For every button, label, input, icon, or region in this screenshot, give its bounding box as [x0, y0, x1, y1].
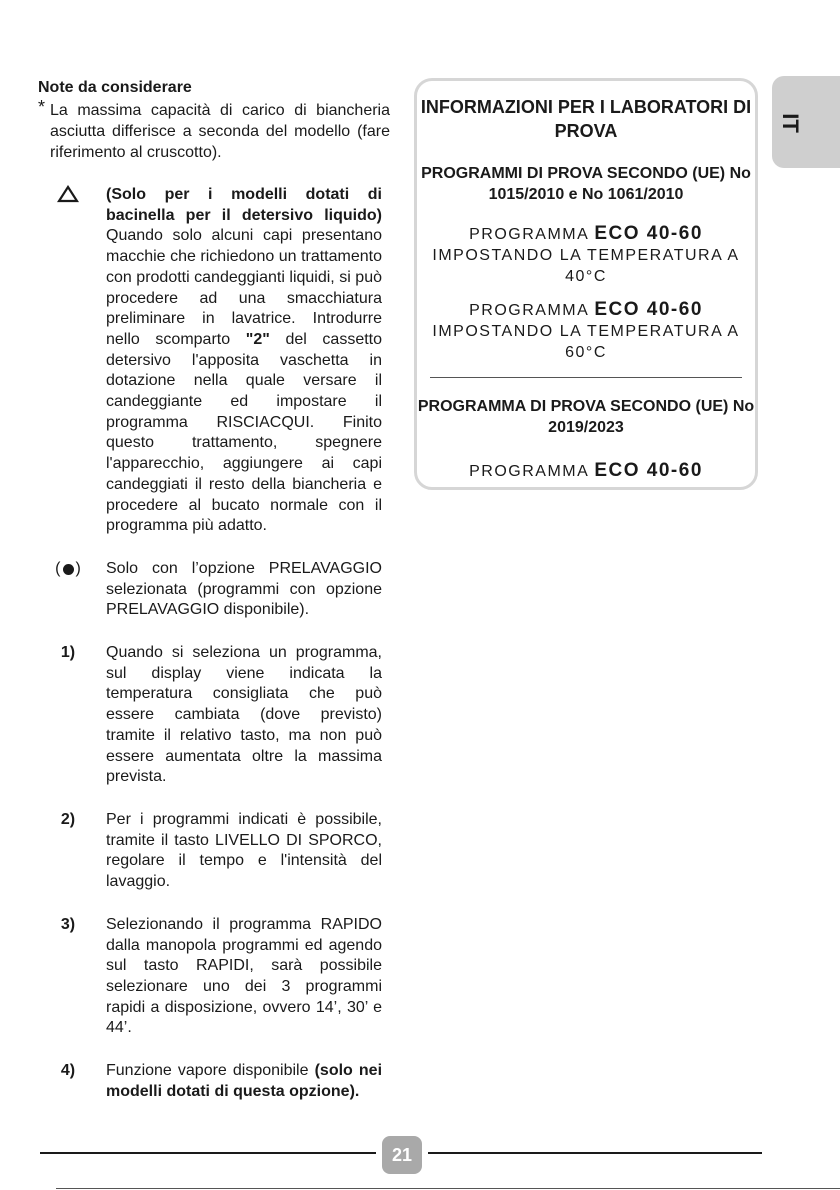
note-marker: 2)	[60, 810, 76, 828]
note-item-2	[38, 810, 382, 893]
note-marker: 1)	[60, 644, 76, 662]
capacity-note	[38, 97, 390, 163]
notes-title: Note da considerare	[38, 79, 192, 96]
notes-column	[38, 78, 390, 1102]
divider	[430, 377, 742, 378]
footer-line-right	[428, 1152, 762, 1154]
program-eco-2019: PROGRAMMA ECO 40-60	[469, 460, 703, 481]
liquid-detergent-text-b: del cassetto detersivo l'apposita vaschetta in dotazione nella quale versare il candeggiante ed impostare il programma RISCIACQUI. Finito questo trattamento, spegnere l'apparecchio, aggiungere ai capi candeggiati il resto della biancheria e procedere al bucato normale con il programma più adatto.	[106, 330, 383, 535]
liquid-detergent-note	[38, 185, 382, 537]
program-eco-40: PROGRAMMA ECO 40-60 IMPOSTANDO LA TEMPERATURA A 40°C	[432, 223, 740, 285]
bottom-rule	[56, 1188, 840, 1189]
test-program-regulation-2019: PROGRAMMA DI PROVA SECONDO (UE) No 2019/2023	[417, 398, 755, 436]
language-tab	[772, 76, 840, 168]
prewash-note-text: Solo con l’opzione PRELAVAGGIO selezionata (programmi con opzione PRELAVAGGIO disponibile).	[106, 559, 382, 619]
liquid-detergent-title: (Solo per i modelli dotati di bacinella per il detersivo liquido)	[106, 186, 382, 224]
test-programs-regulation: PROGRAMMI DI PROVA SECONDO (UE) No 1015/2010 e No 1061/2010	[421, 165, 751, 203]
note-text: Quando si seleziona un programma, sul display viene indicata la temperatura consigliata che può essere cambiata (dove previsto) tramite il relativo tasto, ma non può essere aumentata oltre la massima prevista.	[106, 644, 382, 786]
note-text: Per i programmi indicati è possibile, tramite il tasto LIVELLO DI SPORCO, regolare il tempo e l'intensità del lavaggio.	[106, 810, 382, 891]
lab-info-title: INFORMAZIONI PER I LABORATORI DI PROVA	[420, 97, 752, 141]
note-text: Selezionando il programma RAPIDO dalla manopola programmi ed agendo sul tasto RAPIDI, sarà possibile selezionare uno dei 3 programmi rapidi a disposizione, ovvero 14’, 30’ e 44’.	[106, 915, 382, 1037]
note-text: Funzione vapore disponibile	[106, 1062, 315, 1080]
temperature-40-text: IMPOSTANDO LA TEMPERATURA A 40°C	[432, 247, 740, 285]
liquid-detergent-text-a: Quando solo alcuni capi presentano macchie che richiedono un trattamento con prodotti candeggianti liquidi, si può procedere ad una smacchiatura preliminare in lavatrice. Introdurre nello scomparto	[106, 227, 382, 348]
compartment-number: "2"	[245, 330, 270, 348]
note-bold-text: (solo nei modelli dotati di questa opzione).	[106, 1062, 383, 1100]
note-marker: 4)	[60, 1062, 76, 1080]
note-item-3	[38, 915, 382, 1039]
eco-program-name: ECO 40-60	[594, 223, 703, 244]
filled-dot-icon	[63, 564, 74, 575]
test-lab-info-box	[414, 78, 758, 490]
program-eco-60: PROGRAMMA ECO 40-60 IMPOSTANDO LA TEMPERATURA A 60°C	[432, 299, 740, 361]
prewash-note	[38, 559, 382, 621]
language-code: IT	[777, 113, 803, 133]
warning-triangle-icon	[38, 185, 98, 210]
note-item-1	[38, 643, 382, 788]
page-number: 21	[382, 1136, 422, 1174]
capacity-note-text: La massima capacità di carico di biancheria asciutta differisce a seconda del modello (fare riferimento al cruscotto).	[50, 102, 390, 161]
eco-program-name: ECO 40-60	[594, 460, 703, 481]
asterisk-marker: *	[38, 97, 46, 117]
note-item-4	[38, 1061, 382, 1102]
eco-program-name: ECO 40-60	[594, 299, 703, 320]
note-marker: 3)	[60, 915, 76, 933]
prewash-marker: ( )	[55, 559, 81, 577]
footer-line-left	[40, 1152, 376, 1154]
temperature-60-text: IMPOSTANDO LA TEMPERATURA A 60°C	[432, 323, 740, 361]
